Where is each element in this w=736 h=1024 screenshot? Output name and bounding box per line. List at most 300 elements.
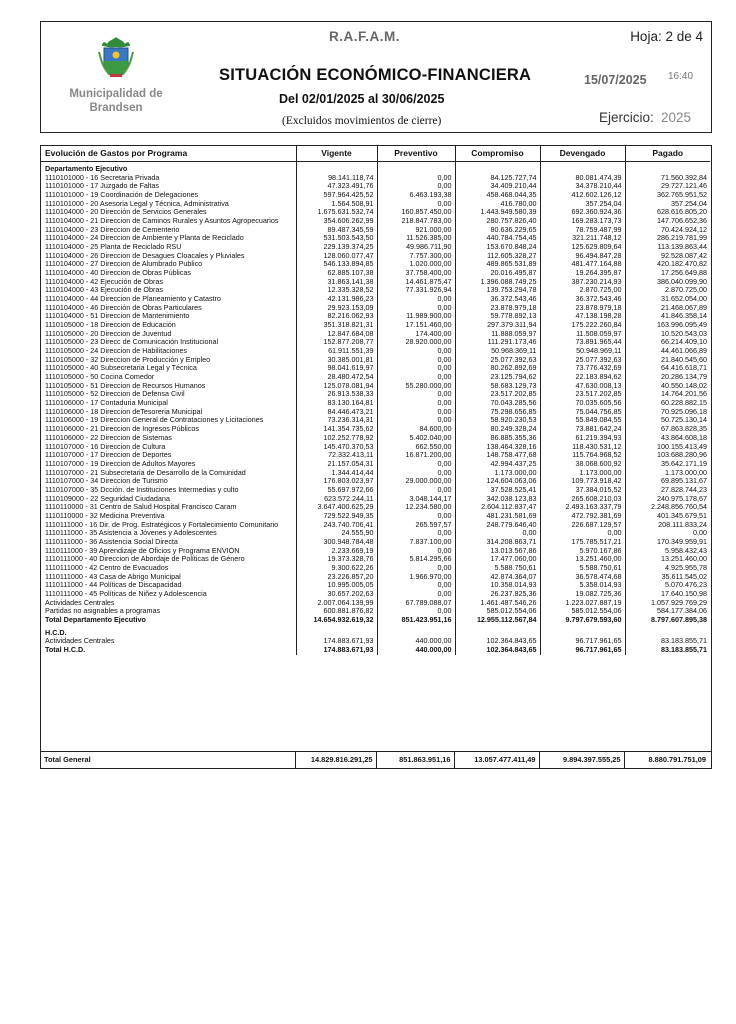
report-period: Del 02/01/2025 al 30/06/2025 [279, 92, 445, 106]
devengado-value: 96.494.847,28 [540, 252, 625, 261]
preventivo-value: 0,00 [377, 512, 455, 521]
pagado-value: 27.828.744,23 [625, 486, 710, 495]
preventivo-value: 5.814.295,66 [377, 555, 455, 564]
vigente-value: 2.233.669,19 [296, 547, 377, 556]
table-row [41, 217, 710, 226]
table-row [41, 547, 710, 556]
devengado-value: 22.183.894,62 [540, 373, 625, 382]
column-header-program: Evolución de Gastos por Programa [41, 146, 296, 161]
compromiso-value: 80.249.328,24 [455, 425, 540, 434]
program-name: 1110107000 - 19 Direccion de Adultos Mayores [45, 459, 196, 468]
vigente-value: 1.564.508,91 [296, 200, 377, 209]
pagado-value: 147.706.652,36 [625, 217, 710, 226]
compromiso-value: 42.994.437,25 [455, 460, 540, 469]
vigente-value: 128.060.077,47 [296, 252, 377, 261]
table-row [41, 174, 710, 183]
pagado-value: 10.520.543,03 [625, 330, 710, 339]
total-preventivo-value: 440.000,00 [377, 646, 455, 655]
vigente-value: 31.863.141,38 [296, 278, 377, 287]
expenses-table-container [40, 145, 712, 769]
devengado-value: 0,00 [540, 529, 625, 538]
pagado-value: 17.256.649,88 [625, 269, 710, 278]
pagado-value: 1.173.000,00 [625, 469, 710, 478]
table-row [41, 373, 710, 382]
table-row [41, 469, 710, 478]
preventivo-value: 28.920.000,00 [377, 338, 455, 347]
empty-cell [296, 165, 377, 174]
preventivo-value: 1.966.970,00 [377, 573, 455, 582]
preventivo-value: 3.048.144,17 [377, 495, 455, 504]
compromiso-value: 34.409.210,44 [455, 182, 540, 191]
pagado-value: 163.996.095,49 [625, 321, 710, 330]
total-devengado-value: 96.717.961,65 [540, 646, 625, 655]
table-row [41, 573, 710, 582]
section-title: Departamento Ejecutivo [45, 165, 128, 173]
table-row [41, 599, 710, 608]
vigente-value: 84.446.473,21 [296, 408, 377, 417]
total-vigente-value: 14.654.932.619,32 [296, 616, 377, 625]
table-row [41, 607, 710, 616]
total-vigente-value: 174.883.671,93 [296, 646, 377, 655]
vigente-value: 597.964.425,52 [296, 191, 377, 200]
pagado-value: 20.286.134,79 [625, 373, 710, 382]
empty-cell [455, 165, 540, 174]
compromiso-value: 13.013.567,86 [455, 547, 540, 556]
compromiso-value: 5.588.750,61 [455, 564, 540, 573]
devengado-value: 73.891.965,44 [540, 338, 625, 347]
table-row [41, 260, 710, 269]
vigente-value: 102.252.778,92 [296, 434, 377, 443]
program-name: 1110101000 - 20 Asesoria Legal y Técnica, Administrativa [45, 199, 229, 208]
vigente-value: 729.522.949,35 [296, 512, 377, 521]
pagado-value: 35.611.545,02 [625, 573, 710, 582]
program-name: 1110101000 - 19 Coordinación de Delegaciones [45, 191, 199, 200]
devengado-value: 23.517.202,85 [540, 390, 625, 399]
preventivo-value: 0,00 [377, 408, 455, 417]
devengado-value: 585.012.554,06 [540, 607, 625, 616]
grand-total-label: Total General [44, 755, 91, 764]
devengado-value: 1.173.000,00 [540, 469, 625, 478]
pagado-value: 628.616.805,20 [625, 208, 710, 217]
pagado-value: 60.228.882,15 [625, 399, 710, 408]
compromiso-value: 1.173.000,00 [455, 469, 540, 478]
program-name: 1110107000 - 17 Direccion de Deportes [45, 451, 172, 460]
program-name: 1110110000 - 31 Centro de Salud Hospital Francisco Caram [45, 503, 237, 512]
vigente-value: 9.300.622,26 [296, 564, 377, 573]
preventivo-value: 67.789.088,07 [377, 599, 455, 608]
system-title: R.A.F.A.M. [329, 29, 400, 44]
program-name: 1110104000 - 40 Direccion de Obras Públicas [45, 269, 191, 278]
vigente-value: 30.657.202,63 [296, 590, 377, 599]
compromiso-value: 20.016.495,87 [455, 269, 540, 278]
program-name: 1110107000 - 21 Subsecretaria de Desarrollo de la Comunidad [45, 468, 246, 477]
preventivo-value: 0,00 [377, 581, 455, 590]
program-name: 1110109000 - 22 Seguridad Ciudadana [45, 494, 170, 503]
table-row [41, 555, 710, 564]
compromiso-value: 153.670.848,24 [455, 243, 540, 252]
grand-total-vigente: 14.829.816.291,25 [295, 752, 376, 768]
vigente-value: 30.385.001,81 [296, 356, 377, 365]
preventivo-value: 160.857.450,00 [377, 208, 455, 217]
column-header-compromiso: Compromiso [455, 146, 540, 161]
pagado-value: 83.183.855,71 [625, 637, 710, 646]
preventivo-value: 11.989.900,00 [377, 312, 455, 321]
fiscal-year-label: Ejercicio: [599, 110, 654, 125]
devengado-value: 2.493.163.337,79 [540, 503, 625, 512]
table-row [41, 460, 710, 469]
compromiso-value: 280.757.826,40 [455, 217, 540, 226]
program-name: 1110110000 - 32 Medicina Preventiva [45, 511, 165, 520]
program-name: 1110105000 - 23 Direcc de Comunicación Institucional [45, 338, 219, 347]
compromiso-value: 481.231.581,69 [455, 512, 540, 521]
vigente-value: 28.480.472,54 [296, 373, 377, 382]
preventivo-value: 0,00 [377, 547, 455, 556]
preventivo-value: 440.000,00 [377, 637, 455, 646]
devengado-value: 175.785.517,21 [540, 538, 625, 547]
pagado-value: 71.560.392,84 [625, 174, 710, 183]
vigente-value: 12.847.684,08 [296, 330, 377, 339]
table-row [41, 390, 710, 399]
pagado-value: 13.251.460,00 [625, 555, 710, 564]
total-devengado-value: 9.797.679.593,60 [540, 616, 625, 625]
program-name: Partidas no asignables a programas [45, 607, 161, 616]
devengado-value: 265.608.210,03 [540, 495, 625, 504]
devengado-value: 357.254,04 [540, 200, 625, 209]
program-name: 1110104000 - 23 Direccion de Cementerio [45, 225, 180, 234]
devengado-value: 13.251.460,00 [540, 555, 625, 564]
table-row [41, 521, 710, 530]
pagado-value: 41.846.358,14 [625, 312, 710, 321]
vigente-value: 351.318.821,31 [296, 321, 377, 330]
table-row [41, 182, 710, 191]
report-title: SITUACIÓN ECONÓMICO-FINANCIERA [219, 66, 532, 84]
exclusion-note: (Excluidos movimientos de cierre) [282, 115, 442, 127]
program-name: 1110104000 - 24 Direccion de Ambiente y Planta de Reciclado [45, 234, 244, 243]
devengado-value: 73.881.642,24 [540, 425, 625, 434]
vigente-value: 229.139.374,25 [296, 243, 377, 252]
vigente-value: 243.740.706,41 [296, 521, 377, 530]
table-row [41, 495, 710, 504]
total-preventivo-value: 851.423.951,16 [377, 616, 455, 625]
table-row [41, 338, 710, 347]
pagado-value: 50.725.130,14 [625, 416, 710, 425]
empty-cell [455, 629, 540, 638]
compromiso-value: 440.784.754,45 [455, 234, 540, 243]
vigente-value: 23.226.857,20 [296, 573, 377, 582]
table-row [41, 503, 710, 512]
page-number: Hoja: 2 de 4 [630, 29, 703, 44]
total-compromiso-value: 12.955.112.567,84 [455, 616, 540, 625]
devengado-value: 55.849.084,55 [540, 416, 625, 425]
pagado-value: 4.925.955,78 [625, 564, 710, 573]
compromiso-value: 80.262.892,69 [455, 364, 540, 373]
compromiso-value: 2.604.112.837,47 [455, 503, 540, 512]
vigente-value: 1.675.631.532,74 [296, 208, 377, 217]
table-row [41, 226, 710, 235]
print-date: 15/07/2025 [584, 73, 647, 87]
compromiso-value: 70.043.285,56 [455, 399, 540, 408]
grand-total-container [40, 751, 712, 769]
devengado-value: 5.588.750,61 [540, 564, 625, 573]
program-name: 1110106000 - 17 Contaduria Municipal [45, 399, 168, 408]
pagado-value: 70.424.924,12 [625, 226, 710, 235]
program-name: 1110107000 - 34 Direccion de Turismo [45, 477, 168, 486]
total-compromiso-value: 102.364.843,65 [455, 646, 540, 655]
devengado-value: 109.773.918,42 [540, 477, 625, 486]
program-name: 1110105000 - 24 Direccion de Habilitaciones [45, 347, 187, 356]
preventivo-value: 0,00 [377, 607, 455, 616]
vigente-value: 82.216.062,93 [296, 312, 377, 321]
program-name: 1110104000 - 20 Dirección de Servicios Generales [45, 208, 207, 217]
grand-total-row [40, 752, 709, 768]
section-title-row [41, 629, 710, 638]
pagado-value: 5.070.476,23 [625, 581, 710, 590]
preventivo-value: 174.400,00 [377, 330, 455, 339]
program-name: 1110104000 - 43 Ejecución de Obras [45, 286, 164, 295]
preventivo-value: 14.461.875,47 [377, 278, 455, 287]
compromiso-value: 138.464.328,16 [455, 443, 540, 452]
report-header [40, 21, 712, 133]
pagado-value: 43.864.608,18 [625, 434, 710, 443]
vigente-value: 29.923.153,09 [296, 304, 377, 313]
program-name: 1110106000 - 18 Direccion deTesoreria Municipal [45, 407, 203, 416]
preventivo-value: 0,00 [377, 529, 455, 538]
preventivo-value: 0,00 [377, 295, 455, 304]
compromiso-value: 17.477.060,00 [455, 555, 540, 564]
vigente-value: 145.470.370,53 [296, 443, 377, 452]
devengado-value: 61.219.394,93 [540, 434, 625, 443]
devengado-value: 412.602.126,12 [540, 191, 625, 200]
pagado-value: 21.468.067,89 [625, 304, 710, 313]
devengado-value: 75.044.756,85 [540, 408, 625, 417]
table-header-row [41, 146, 710, 161]
compromiso-value: 23.517.202,85 [455, 390, 540, 399]
devengado-value: 115.764.968,52 [540, 451, 625, 460]
compromiso-value: 112.605.328,27 [455, 252, 540, 261]
pagado-value: 286.219.781,99 [625, 234, 710, 243]
pagado-value: 362.765.951,52 [625, 191, 710, 200]
vigente-value: 24.555,90 [296, 529, 377, 538]
preventivo-value: 0,00 [377, 356, 455, 365]
pagado-value: 401.345.679,51 [625, 512, 710, 521]
vigente-value: 3.647.400.625,29 [296, 503, 377, 512]
program-name: 1110111000 - 39 Aprendizaje de Oficios y Programa ENVIÓN [45, 546, 240, 555]
devengado-value: 226.687.129,57 [540, 521, 625, 530]
compromiso-value: 102.364.843,65 [455, 637, 540, 646]
table-row [41, 312, 710, 321]
preventivo-value: 11.526.385,00 [377, 234, 455, 243]
table-row [41, 408, 710, 417]
devengado-value: 47.630.008,13 [540, 382, 625, 391]
preventivo-value: 84.600,00 [377, 425, 455, 434]
pagado-value: 584.177.384,06 [625, 607, 710, 616]
total-program-name: Total H.C.D. [45, 645, 86, 654]
table-row [41, 191, 710, 200]
vigente-value: 174.883.671,93 [296, 637, 377, 646]
compromiso-value: 148.758.477,68 [455, 451, 540, 460]
compromiso-value: 75.298.656,85 [455, 408, 540, 417]
pagado-value: 35.642.171,19 [625, 460, 710, 469]
compromiso-value: 458.468.044,35 [455, 191, 540, 200]
table-row [41, 234, 710, 243]
vigente-value: 623.572.244,11 [296, 495, 377, 504]
table-row [41, 434, 710, 443]
vigente-value: 73.236.314,31 [296, 416, 377, 425]
preventivo-value: 0,00 [377, 174, 455, 183]
preventivo-value: 29.000.000,00 [377, 477, 455, 486]
preventivo-value: 55.280.000,00 [377, 382, 455, 391]
compromiso-value: 0,00 [455, 529, 540, 538]
pagado-value: 386.040.099,90 [625, 278, 710, 287]
preventivo-value: 6.463.193,38 [377, 191, 455, 200]
table-row [41, 451, 710, 460]
table-row [41, 321, 710, 330]
preventivo-value: 1.020.000,00 [377, 260, 455, 269]
program-name: Actividades Centrales [45, 637, 115, 646]
vigente-value: 10.995.005,05 [296, 581, 377, 590]
pagado-value: 14.764.201,56 [625, 390, 710, 399]
devengado-value: 50.948.969,11 [540, 347, 625, 356]
table-row [41, 486, 710, 495]
program-name: 1110111000 - 35 Asistencia a Jóvenes y Adolescentes [45, 529, 217, 538]
compromiso-value: 25.077.392,63 [455, 356, 540, 365]
preventivo-value: 0,00 [377, 200, 455, 209]
preventivo-value: 5.402.040,00 [377, 434, 455, 443]
program-name: 1110111000 - 16 Dir. de Prog. Estratégicos y Fortalecimiento Comunitario [45, 520, 279, 529]
pagado-value: 100.155.413,49 [625, 443, 710, 452]
devengado-value: 37.384.015,52 [540, 486, 625, 495]
devengado-value: 387.230.214,93 [540, 278, 625, 287]
compromiso-value: 248.779.646,40 [455, 521, 540, 530]
preventivo-value: 77.331.926,94 [377, 286, 455, 295]
expenses-table [41, 146, 710, 655]
devengado-value: 36.372.543,46 [540, 295, 625, 304]
table-row [41, 252, 710, 261]
devengado-value: 38.068.600,92 [540, 460, 625, 469]
preventivo-value: 0,00 [377, 469, 455, 478]
program-name: 1110104000 - 42 Ejecución de Obras [45, 277, 164, 286]
vigente-value: 89.487.345,59 [296, 226, 377, 235]
preventivo-value: 921.000,00 [377, 226, 455, 235]
devengado-value: 5.970.167,86 [540, 547, 625, 556]
table-row [41, 278, 710, 287]
section-title: H.C.D. [45, 628, 67, 637]
vigente-value: 62.885.107,38 [296, 269, 377, 278]
empty-cell [625, 165, 710, 174]
vigente-value: 19.373.328,76 [296, 555, 377, 564]
empty-cell [296, 629, 377, 638]
program-name: 1110105000 - 18 Direccion de Educación [45, 321, 176, 330]
devengado-value: 47.138.198,28 [540, 312, 625, 321]
compromiso-value: 58.683.129,73 [455, 382, 540, 391]
pagado-value: 103.688.280,96 [625, 451, 710, 460]
grand-total-pagado: 8.880.791.751,09 [624, 752, 709, 768]
program-name: 1110105000 - 40 Subsecretaria Legal y Técnica [45, 364, 197, 373]
table-row [41, 477, 710, 486]
pagado-value: 240.975.178,67 [625, 495, 710, 504]
preventivo-value: 0,00 [377, 390, 455, 399]
pagado-value: 1.057.929.769,29 [625, 599, 710, 608]
table-row [41, 416, 710, 425]
preventivo-value: 0,00 [377, 590, 455, 599]
pagado-value: 5.958.432,43 [625, 547, 710, 556]
program-name: 1110104000 - 44 Direccion de Planeamiento y Catastro [45, 295, 221, 304]
devengado-value: 19.264.395,87 [540, 269, 625, 278]
preventivo-value: 16.871.200,00 [377, 451, 455, 460]
table-row [41, 590, 710, 599]
vigente-value: 354.606.262,99 [296, 217, 377, 226]
devengado-value: 78.759.487,99 [540, 226, 625, 235]
program-name: 1110105000 - 32 Direccion de Producción y Empleo [45, 355, 211, 364]
compromiso-value: 80.636.229,65 [455, 226, 540, 235]
devengado-value: 321.211.748,12 [540, 234, 625, 243]
program-name: 1110104000 - 51 Direccion de Mantenimiento [45, 312, 190, 321]
section-total-row [41, 616, 710, 625]
compromiso-value: 1.443.949.580,39 [455, 208, 540, 217]
total-program-name: Total Departamento Ejecutivo [45, 615, 146, 624]
preventivo-value: 49.986.711,90 [377, 243, 455, 252]
table-body [41, 161, 710, 655]
vigente-value: 12.335.328,52 [296, 286, 377, 295]
table-row [41, 295, 710, 304]
devengado-value: 23.878.979,18 [540, 304, 625, 313]
program-name: 1110105000 - 50 Cocina Comedor [45, 373, 155, 382]
empty-cell [377, 629, 455, 638]
program-name: 1110104000 - 21 Direccion de Caminos Rurales y Asuntos Agropecuarios [45, 217, 279, 226]
compromiso-value: 42.874.364,07 [455, 573, 540, 582]
table-row [41, 243, 710, 252]
table-row [41, 347, 710, 356]
vigente-value: 300.948.784,48 [296, 538, 377, 547]
program-name: 1110105000 - 52 Direccion de Defensa Civil [45, 390, 185, 399]
pagado-value: 2.248.856.760,54 [625, 503, 710, 512]
column-header-preventivo: Preventivo [377, 146, 455, 161]
pagado-value: 64.416.618,71 [625, 364, 710, 373]
compromiso-value: 58.920.230,53 [455, 416, 540, 425]
preventivo-value: 0,00 [377, 304, 455, 313]
program-name: 1110111000 - 43 Casa de Abrigo Municipal [45, 572, 181, 581]
preventivo-value: 662.550,00 [377, 443, 455, 452]
pagado-value: 0,00 [625, 529, 710, 538]
compromiso-value: 1.396.088.749,25 [455, 278, 540, 287]
vigente-value: 42.131.986,23 [296, 295, 377, 304]
compromiso-value: 59.778.892,13 [455, 312, 540, 321]
pagado-value: 21.840.545,60 [625, 356, 710, 365]
vigente-value: 2.007.064.139,99 [296, 599, 377, 608]
preventivo-value: 7.837.100,00 [377, 538, 455, 547]
vigente-value: 98.041.619,97 [296, 364, 377, 373]
program-name: 1110104000 - 27 Direccion de Alumbrado Publico [45, 260, 203, 269]
preventivo-value: 0,00 [377, 182, 455, 191]
vigente-value: 26.913.538,33 [296, 390, 377, 399]
pagado-value: 44.461.066,89 [625, 347, 710, 356]
preventivo-value: 0,00 [377, 486, 455, 495]
table-row [41, 286, 710, 295]
municipal-coat-of-arms-icon [96, 34, 136, 78]
devengado-value: 36.578.474,68 [540, 573, 625, 582]
total-pagado-value: 8.797.607.895,38 [625, 616, 710, 625]
compromiso-value: 36.372.543,46 [455, 295, 540, 304]
compromiso-value: 37.528.525,41 [455, 486, 540, 495]
devengado-value: 1.223.027.887,19 [540, 599, 625, 608]
preventivo-value: 37.758.400,00 [377, 269, 455, 278]
grand-total-compromiso: 13.057.477.411,49 [454, 752, 539, 768]
program-name: 1110106000 - 19 Direccion General de Contrataciones y Licitaciones [45, 416, 264, 425]
preventivo-value: 0,00 [377, 416, 455, 425]
pagado-value: 2.870.725,00 [625, 286, 710, 295]
vigente-value: 546.133.894,85 [296, 260, 377, 269]
devengado-value: 125.629.809,64 [540, 243, 625, 252]
